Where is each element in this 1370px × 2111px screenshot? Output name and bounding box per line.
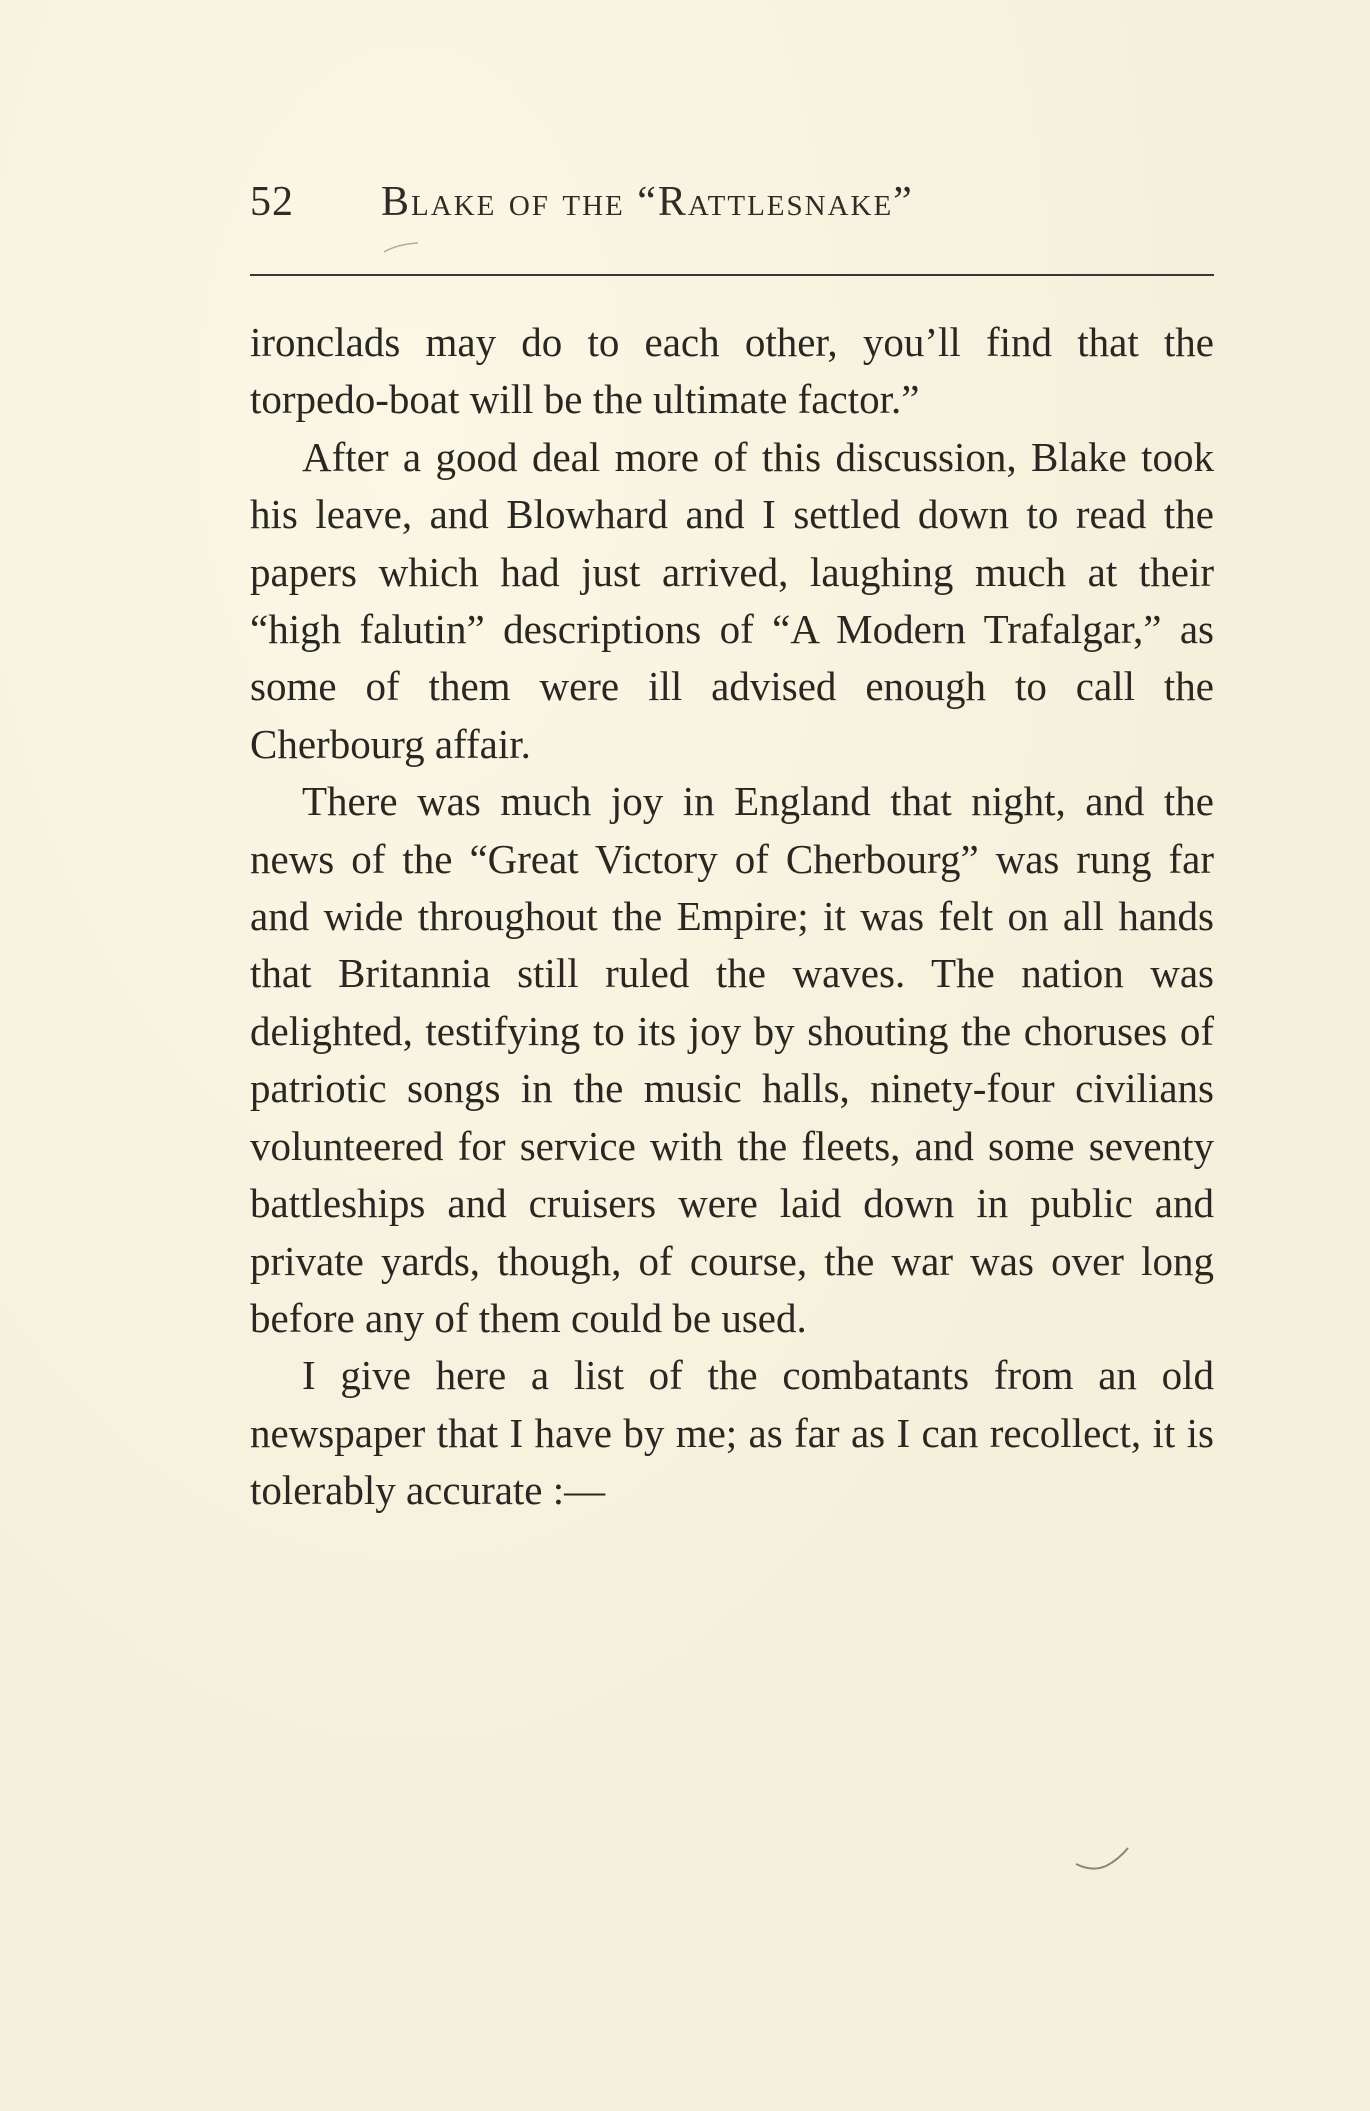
running-title: Blake of the “Rattlesnake” bbox=[381, 179, 914, 225]
paragraph: ironclads may do to each other, you’ll find that the torpedo-boat will be the ultimate factor.” bbox=[250, 319, 1214, 423]
pencil-mark-icon bbox=[382, 240, 422, 256]
paragraph: After a good deal more of this discussion, Blake took his leave, and Blowhard and I settled down to read the papers which had just arrived, laughing much at their “high falutin” descriptions of “A Modern Trafalgar,” as some of them were ill advised enough to call the Cherbourg affair. bbox=[250, 433, 1214, 767]
paragraph: There was much joy in England that night, and the news of the “Great Victory of Cherbourg” was rung far and wide throughout the Empire; it was felt on all hands that Britannia still ruled the waves. The nation was delighted, testifying to its joy by shouting the choruses of patriotic songs in the music halls, ninety-four civilians volunteered for service with the fleets, and some seventy battleships and cruisers were laid down in public and private yards, though, of course, the war was over long before any of them could be used. bbox=[250, 778, 1214, 1341]
page-number: 52 bbox=[250, 179, 294, 225]
body-text bbox=[250, 314, 1214, 1520]
header-rule bbox=[250, 274, 1214, 276]
pencil-mark-icon bbox=[1072, 1842, 1132, 1872]
page-header bbox=[250, 178, 1212, 238]
paragraph: I give here a list of the combatants from an old newspaper that I have by me; as far as I can recollect, it is tolerably accurate :— bbox=[250, 1352, 1214, 1514]
